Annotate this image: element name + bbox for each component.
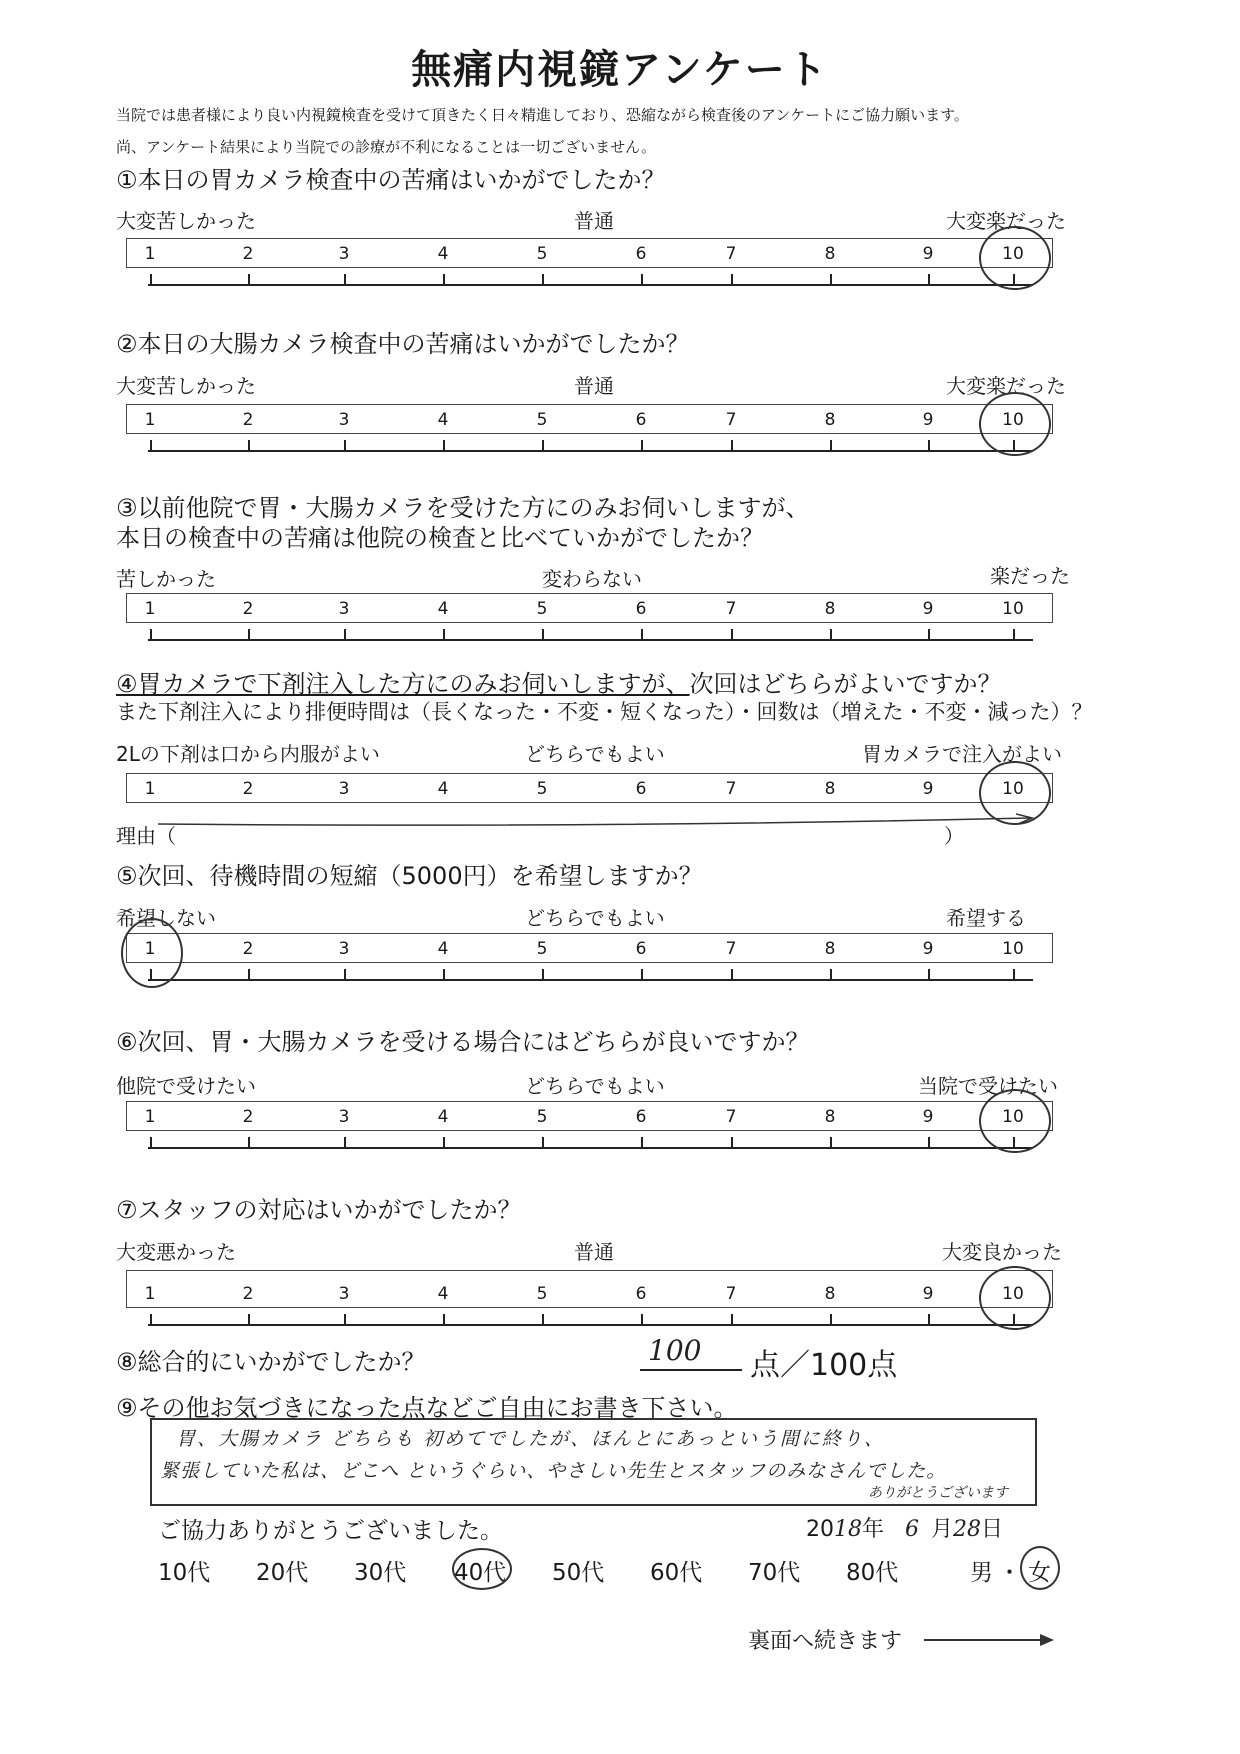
answer-circle-mark <box>121 918 183 988</box>
continue-arrow-icon <box>922 1630 1062 1650</box>
scale-tick <box>641 440 643 452</box>
scale-axis <box>148 438 1033 452</box>
q5-label-left: 希望しない <box>116 906 216 930</box>
scale-option-2[interactable]: 2 <box>242 1284 254 1304</box>
scale-tick <box>830 629 832 641</box>
question-2: ②本日の大腸カメラ検査中の苦痛はいかがでしたか？ <box>116 330 690 358</box>
scale-tick <box>344 1314 346 1326</box>
q4-label-left: 2Lの下剤は口から内服がよい <box>116 742 380 766</box>
scale-option-6[interactable]: 6 <box>635 599 647 619</box>
scale-option-7[interactable]: 7 <box>725 779 737 799</box>
q2-label-right: 大変楽だった <box>946 374 1066 398</box>
scale-option-2[interactable]: 2 <box>242 779 254 799</box>
gender-female-circle-mark <box>1020 1546 1060 1590</box>
question-3-line-2: 本日の検査中の苦痛は他院の検査と比べていかがでしたか？ <box>116 524 764 552</box>
scale-option-1[interactable]: 1 <box>144 244 156 264</box>
date-month-label: 月 <box>931 1517 954 1542</box>
scale-tick <box>830 1137 832 1149</box>
scale-tick <box>248 1314 250 1326</box>
scale-tick <box>1013 969 1015 981</box>
scale-option-10[interactable]: 10 <box>1002 244 1024 264</box>
scale-option-1[interactable]: 1 <box>144 939 156 959</box>
intro-line-2: 尚、アンケート結果により当院での診療が不利になることは一切ございません。 <box>116 138 657 156</box>
date-day[interactable]: 28 <box>953 1517 982 1542</box>
scale-option-4[interactable]: 4 <box>437 1284 449 1304</box>
age-70[interactable]: 70代 <box>748 1560 801 1586</box>
scale-option-8[interactable]: 8 <box>824 779 836 799</box>
question-9: ⑨その他お気づきになった点などご自由にお書き下さい。 <box>116 1394 738 1422</box>
date-month[interactable]: 6 <box>905 1517 920 1542</box>
scale-tick <box>641 1314 643 1326</box>
answer-circle-mark <box>979 1089 1051 1153</box>
date-year[interactable]: 18 <box>834 1517 862 1542</box>
scale-tick <box>731 1314 733 1326</box>
scale-option-10[interactable]: 10 <box>1002 1284 1024 1304</box>
scale-option-9[interactable]: 9 <box>922 1284 934 1304</box>
scale-tick <box>542 1314 544 1326</box>
scale-option-5[interactable]: 5 <box>536 599 548 619</box>
scale-option-5[interactable]: 5 <box>536 1284 548 1304</box>
q4-reason-line <box>150 810 1040 830</box>
scale-option-6[interactable]: 6 <box>635 939 647 959</box>
scale-option-3[interactable]: 3 <box>338 244 350 264</box>
scale-option-1[interactable]: 1 <box>144 779 156 799</box>
scale-option-2[interactable]: 2 <box>242 1107 254 1127</box>
scale-option-6[interactable]: 6 <box>635 779 647 799</box>
comment-line-1: 胃、大腸カメラ どちらも 初めてでしたが、ほんとにあっという間に終り、 <box>176 1428 885 1450</box>
scale-tick <box>248 1137 250 1149</box>
age-10[interactable]: 10代 <box>158 1560 211 1586</box>
q1-label-mid: 普通 <box>574 209 614 233</box>
scale-tick <box>344 440 346 452</box>
scale-option-2[interactable]: 2 <box>242 410 254 430</box>
scale-option-7[interactable]: 7 <box>725 1284 737 1304</box>
scale-option-4[interactable]: 4 <box>437 599 449 619</box>
scale-option-8[interactable]: 8 <box>824 1284 836 1304</box>
scale-option-7[interactable]: 7 <box>725 1107 737 1127</box>
scale-box <box>126 933 1053 963</box>
scale-tick <box>731 969 733 981</box>
scale-option-1[interactable]: 1 <box>144 1107 156 1127</box>
scale-option-4[interactable]: 4 <box>437 1107 449 1127</box>
scale-option-3[interactable]: 3 <box>338 939 350 959</box>
scale-tick <box>542 629 544 641</box>
scale-option-6[interactable]: 6 <box>635 1107 647 1127</box>
q4-label-right: 胃カメラで注入がよい <box>862 742 1062 766</box>
date-day-label: 日 <box>981 1517 1004 1542</box>
scale-option-7[interactable]: 7 <box>725 410 737 430</box>
scale-tick <box>150 629 152 641</box>
scale-option-8[interactable]: 8 <box>824 244 836 264</box>
scale-tick <box>443 440 445 452</box>
question-4-rest: 次回はどちらがよいですか？ <box>689 670 1002 698</box>
scale-option-5[interactable]: 5 <box>536 244 548 264</box>
q3-label-mid: 変わらない <box>542 567 642 591</box>
question-3: ③以前他院で胃・大腸カメラを受けた方にのみお伺いしますが、 <box>116 494 810 522</box>
scale-tick <box>150 274 152 286</box>
scale-option-1[interactable]: 1 <box>144 599 156 619</box>
scale-option-8[interactable]: 8 <box>824 410 836 430</box>
scale-option-9[interactable]: 9 <box>922 599 934 619</box>
scale-tick <box>150 1314 152 1326</box>
scale-axis <box>148 272 1033 286</box>
comment-line-3: ありがとうございます <box>868 1485 1008 1501</box>
continue-text: 裏面へ続きます <box>748 1629 903 1654</box>
scale-option-8[interactable]: 8 <box>824 1107 836 1127</box>
scale-tick <box>150 1137 152 1149</box>
scale-tick <box>443 274 445 286</box>
scale-option-5[interactable]: 5 <box>536 1107 548 1127</box>
q1-label-left: 大変苦しかった <box>116 209 256 233</box>
scale-tick <box>344 274 346 286</box>
scale-tick <box>928 629 930 641</box>
answer-circle-mark <box>979 392 1051 456</box>
q4-reason-label: 理由（ <box>116 824 176 848</box>
scale-option-3[interactable]: 3 <box>338 410 350 430</box>
q5-label-right: 希望する <box>946 906 1026 930</box>
q8-score-input[interactable]: 100 <box>648 1334 702 1367</box>
scale-option-3[interactable]: 3 <box>338 599 350 619</box>
date-year-label: 年 <box>862 1517 885 1542</box>
age-30[interactable]: 30代 <box>354 1560 407 1586</box>
date <box>806 1512 1003 1543</box>
age-20[interactable]: 20代 <box>256 1560 309 1586</box>
scale-option-10[interactable]: 10 <box>1002 939 1024 959</box>
scale-tick <box>641 1137 643 1149</box>
scale-box <box>126 1101 1053 1131</box>
scale-option-8[interactable]: 8 <box>824 599 836 619</box>
q5-label-mid: どちらでもよい <box>525 906 665 930</box>
scale-tick <box>542 1137 544 1149</box>
scale-option-7[interactable]: 7 <box>725 939 737 959</box>
scale-option-2[interactable]: 2 <box>242 599 254 619</box>
scale-option-10[interactable]: 10 <box>1002 410 1024 430</box>
scale-option-1[interactable]: 1 <box>144 410 156 430</box>
scale-option-6[interactable]: 6 <box>635 1284 647 1304</box>
answer-circle-mark <box>979 761 1051 825</box>
scale-option-4[interactable]: 4 <box>437 410 449 430</box>
q8-score-underline <box>640 1369 742 1371</box>
scale-box <box>126 1270 1053 1308</box>
question-7: ⑦スタッフの対応はいかがでしたか？ <box>116 1196 522 1224</box>
scale-option-7[interactable]: 7 <box>725 244 737 264</box>
scale-tick <box>542 440 544 452</box>
scale-tick <box>344 1137 346 1149</box>
scale-option-4[interactable]: 4 <box>437 939 449 959</box>
scale-option-7[interactable]: 7 <box>725 599 737 619</box>
age-40-circle-mark <box>452 1548 512 1590</box>
scale-tick <box>641 629 643 641</box>
q2-label-mid: 普通 <box>574 374 614 398</box>
q2-label-left: 大変苦しかった <box>116 374 256 398</box>
q8-suffix: 点／100点 <box>750 1348 898 1383</box>
scale-box <box>126 238 1053 268</box>
scale-option-9[interactable]: 9 <box>922 410 934 430</box>
scale-option-6[interactable]: 6 <box>635 410 647 430</box>
scale-option-6[interactable]: 6 <box>635 244 647 264</box>
scale-option-8[interactable]: 8 <box>824 939 836 959</box>
scale-axis <box>148 1135 1033 1149</box>
gender-male[interactable]: 男 <box>970 1560 993 1586</box>
q4-reason-close: ） <box>944 824 964 848</box>
q6-label-mid: どちらでもよい <box>525 1074 665 1098</box>
question-4-line-2: また下剤注入により排便時間は（長くなった・不変・短くなった）・回数は（増えた・不変・減った）？ <box>116 700 1093 724</box>
q7-label-mid: 普通 <box>574 1240 614 1264</box>
scale-option-1[interactable]: 1 <box>144 1284 156 1304</box>
q7-label-right: 大変良かった <box>942 1240 1062 1264</box>
scale-option-10[interactable]: 10 <box>1002 1107 1024 1127</box>
q3-label-right: 楽だった <box>990 564 1070 588</box>
scale-option-5[interactable]: 5 <box>536 779 548 799</box>
scale-option-10[interactable]: 10 <box>1002 779 1024 799</box>
scale-tick <box>248 969 250 981</box>
q1-label-right: 大変楽だった <box>946 209 1066 233</box>
q7-label-left: 大変悪かった <box>116 1240 236 1264</box>
question-8: ⑧総合的にいかがでしたか？ <box>116 1348 426 1376</box>
scale-tick <box>830 274 832 286</box>
scale-tick <box>641 274 643 286</box>
question-4 <box>116 664 1002 699</box>
scale-option-2[interactable]: 2 <box>242 244 254 264</box>
scale-tick <box>830 440 832 452</box>
answer-circle-mark <box>979 226 1051 290</box>
scale-option-9[interactable]: 9 <box>922 779 934 799</box>
q4-label-mid: どちらでもよい <box>525 742 665 766</box>
scale-tick <box>344 629 346 641</box>
scale-axis <box>148 627 1033 641</box>
scale-option-5[interactable]: 5 <box>536 410 548 430</box>
scale-tick <box>443 1314 445 1326</box>
scale-option-9[interactable]: 9 <box>922 244 934 264</box>
scale-option-3[interactable]: 3 <box>338 779 350 799</box>
scale-box <box>126 773 1053 803</box>
scale-tick <box>344 969 346 981</box>
scale-tick <box>443 629 445 641</box>
age-60[interactable]: 60代 <box>650 1560 703 1586</box>
scale-option-9[interactable]: 9 <box>922 1107 934 1127</box>
question-4-underlined: ④胃カメラで下剤注入した方にのみお伺いしますが、 <box>116 670 690 698</box>
scale-tick <box>731 1137 733 1149</box>
scale-tick <box>542 969 544 981</box>
scale-option-2[interactable]: 2 <box>242 939 254 959</box>
scale-box <box>126 593 1053 623</box>
scale-tick <box>641 969 643 981</box>
age-50[interactable]: 50代 <box>552 1560 605 1586</box>
scale-box <box>126 404 1053 434</box>
scale-option-3[interactable]: 3 <box>338 1284 350 1304</box>
scale-option-9[interactable]: 9 <box>922 939 934 959</box>
scale-tick <box>248 274 250 286</box>
question-5: ⑤次回、待機時間の短縮（5000円）を希望しますか？ <box>116 862 703 890</box>
thanks-text: ご協力ありがとうございました。 <box>158 1518 503 1544</box>
age-80[interactable]: 80代 <box>846 1560 899 1586</box>
page-title: 無痛内視鏡アンケート <box>411 47 829 93</box>
scale-axis <box>148 967 1033 981</box>
scale-option-5[interactable]: 5 <box>536 939 548 959</box>
date-year-prefix: 20 <box>806 1517 834 1542</box>
scale-tick <box>928 1314 930 1326</box>
scale-option-4[interactable]: 4 <box>437 779 449 799</box>
scale-tick <box>928 440 930 452</box>
q3-label-left: 苦しかった <box>116 567 216 591</box>
scale-option-10[interactable]: 10 <box>1002 599 1024 619</box>
comment-line-2: 緊張していた私は、どこへ というぐらい、やさしい先生とスタッフのみなさんでした。 <box>160 1460 947 1482</box>
scale-option-3[interactable]: 3 <box>338 1107 350 1127</box>
scale-tick <box>731 440 733 452</box>
scale-tick <box>542 274 544 286</box>
scale-tick <box>1013 629 1015 641</box>
q6-label-right: 当院で受けたい <box>918 1074 1058 1098</box>
answer-circle-mark <box>979 1266 1051 1330</box>
age-40[interactable]: 40代 <box>454 1560 507 1586</box>
scale-tick <box>443 969 445 981</box>
scale-option-4[interactable]: 4 <box>437 244 449 264</box>
scale-tick <box>731 629 733 641</box>
scale-tick <box>248 440 250 452</box>
scale-tick <box>928 274 930 286</box>
scale-tick <box>928 969 930 981</box>
scale-tick <box>443 1137 445 1149</box>
scale-axis <box>148 1312 1033 1326</box>
intro-line-1: 当院では患者様により良い内視鏡検査を受けて頂きたく日々精進しており、恐縮ながら検査後のアンケートにご協力願います。 <box>116 106 969 124</box>
scale-tick <box>150 440 152 452</box>
q6-label-left: 他院で受けたい <box>116 1074 256 1098</box>
question-1: ①本日の胃カメラ検査中の苦痛はいかがでしたか？ <box>116 166 666 194</box>
question-6: ⑥次回、胃・大腸カメラを受ける場合にはどちらが良いですか？ <box>116 1028 810 1056</box>
scale-tick <box>928 1137 930 1149</box>
gender-female[interactable]: 女 <box>1028 1560 1051 1586</box>
scale-tick <box>731 274 733 286</box>
scale-tick <box>248 629 250 641</box>
scale-tick <box>830 969 832 981</box>
scale-tick <box>830 1314 832 1326</box>
gender-dot: ・ <box>998 1560 1021 1586</box>
